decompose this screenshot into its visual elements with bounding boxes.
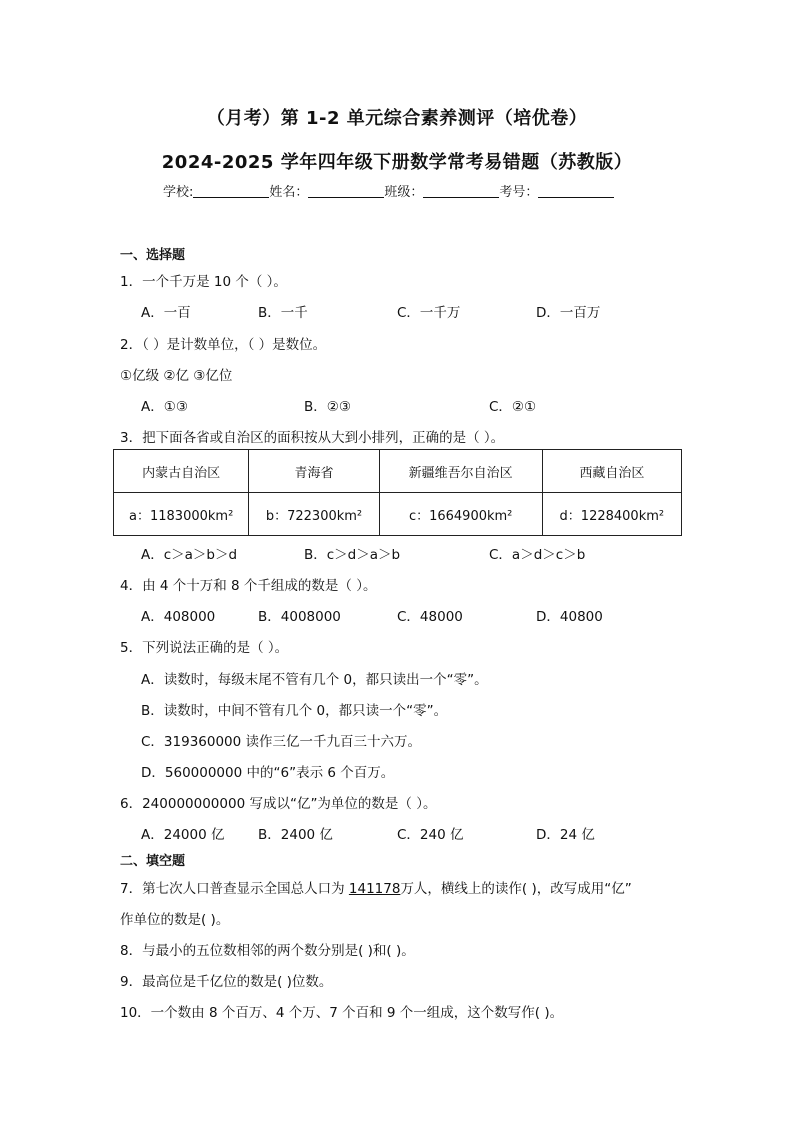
- number-blank[interactable]: [538, 184, 614, 198]
- class-blank[interactable]: [423, 184, 499, 198]
- question-5-stem: 5．下列说法正确的是（ ）。: [120, 640, 289, 656]
- question-4-option-a[interactable]: A．408000: [141, 609, 216, 625]
- name-blank[interactable]: [308, 184, 384, 198]
- question-7-line-2: 作单位的数是( )。: [120, 912, 230, 928]
- question-7-underlined-number: 141178: [348, 881, 401, 897]
- question-7-stem: [120, 877, 632, 897]
- question-5-option-c[interactable]: C．319360000 读作三亿一千九百三十六万。: [141, 734, 422, 750]
- question-2-option-c[interactable]: C．②①: [489, 399, 537, 415]
- question-8-stem: 8．与最小的五位数相邻的两个数分别是( )和( )。: [120, 943, 415, 959]
- question-1-option-b[interactable]: B．一千: [258, 305, 308, 321]
- question-5-option-d[interactable]: D．560000000 中的“6”表示 6 个百万。: [141, 765, 395, 781]
- question-3-stem: 3．把下面各省或自治区的面积按从大到小排列，正确的是（ ）。: [120, 430, 505, 446]
- table-header-row: [114, 450, 682, 493]
- school-label: 学校:: [163, 185, 194, 200]
- school-blank[interactable]: [193, 184, 269, 198]
- table-header-cell: 青海省: [249, 450, 379, 493]
- question-2-items: ①亿级 ②亿 ③亿位: [120, 368, 233, 384]
- question-3-option-c[interactable]: C．a＞d＞c＞b: [489, 547, 586, 563]
- question-7-text-pre: 7．第七次人口普查显示全国总人口为: [120, 881, 349, 897]
- question-6-option-d[interactable]: D．24 亿: [536, 827, 595, 843]
- table-header-cell: 新疆维吾尔自治区: [379, 450, 542, 493]
- question-4-option-c[interactable]: C．48000: [397, 609, 463, 625]
- table-cell: a：1183000km²: [114, 493, 249, 536]
- question-6-option-b[interactable]: B．2400 亿: [258, 827, 333, 843]
- question-6-option-a[interactable]: A．24000 亿: [141, 827, 225, 843]
- question-7-text-post: 万人，横线上的读作( )，改写成用“亿”: [400, 881, 632, 897]
- question-9-stem: 9．最高位是千亿位的数是( )位数。: [120, 974, 333, 990]
- student-info-line: [163, 181, 614, 200]
- question-5-option-a[interactable]: A．读数时，每级末尾不管有几个 0，都只读出一个“零”。: [141, 672, 488, 688]
- question-5-option-b[interactable]: B．读数时，中间不管有几个 0，都只读一个“零”。: [141, 703, 448, 719]
- question-4-option-b[interactable]: B．4008000: [258, 609, 341, 625]
- section-fill-heading: 二、填空题: [120, 854, 186, 869]
- question-3-option-a[interactable]: A．c＞a＞b＞d: [141, 547, 238, 563]
- table-cell: d：1228400km²: [542, 493, 681, 536]
- question-4-stem: 4．由 4 个十万和 8 个千组成的数是（ ）。: [120, 578, 377, 594]
- question-4-option-d[interactable]: D．40800: [536, 609, 603, 625]
- area-table: [113, 449, 682, 536]
- question-2-option-a[interactable]: A．①③: [141, 399, 188, 415]
- question-1-option-d[interactable]: D．一百万: [536, 305, 601, 321]
- table-header-cell: 西藏自治区: [542, 450, 681, 493]
- section-choice-heading: 一、选择题: [120, 248, 186, 263]
- question-2-option-b[interactable]: B．②③: [304, 399, 351, 415]
- table-cell: c：1664900km²: [379, 493, 542, 536]
- question-6-option-c[interactable]: C．240 亿: [397, 827, 464, 843]
- question-3-option-b[interactable]: B．c＞d＞a＞b: [304, 547, 401, 563]
- exam-title: （月考）第 1-2 单元综合素养测评（培优卷）: [206, 108, 588, 129]
- question-10-stem: 10．一个数由 8 个百万、4 个万、7 个百和 9 个一组成，这个数写作( )。: [120, 1005, 564, 1021]
- question-1-stem: 1．一个千万是 10 个（ ）。: [120, 274, 287, 290]
- exam-subtitle: 2024-2025 学年四年级下册数学常考易错题（苏教版）: [161, 152, 633, 173]
- table-row: [114, 493, 682, 536]
- question-1-option-c[interactable]: C．一千万: [397, 305, 461, 321]
- table-header-cell: 内蒙古自治区: [114, 450, 249, 493]
- table-cell: b：722300km²: [249, 493, 379, 536]
- name-label: 姓名：: [269, 185, 309, 200]
- question-1-option-a[interactable]: A．一百: [141, 305, 191, 321]
- number-label: 考号：: [499, 185, 539, 200]
- question-2-stem: 2．（ ）是计数单位，（ ）是数位。: [120, 337, 327, 353]
- class-label: 班级：: [384, 185, 424, 200]
- question-6-stem: 6．240000000000 写成以“亿”为单位的数是（ ）。: [120, 796, 437, 812]
